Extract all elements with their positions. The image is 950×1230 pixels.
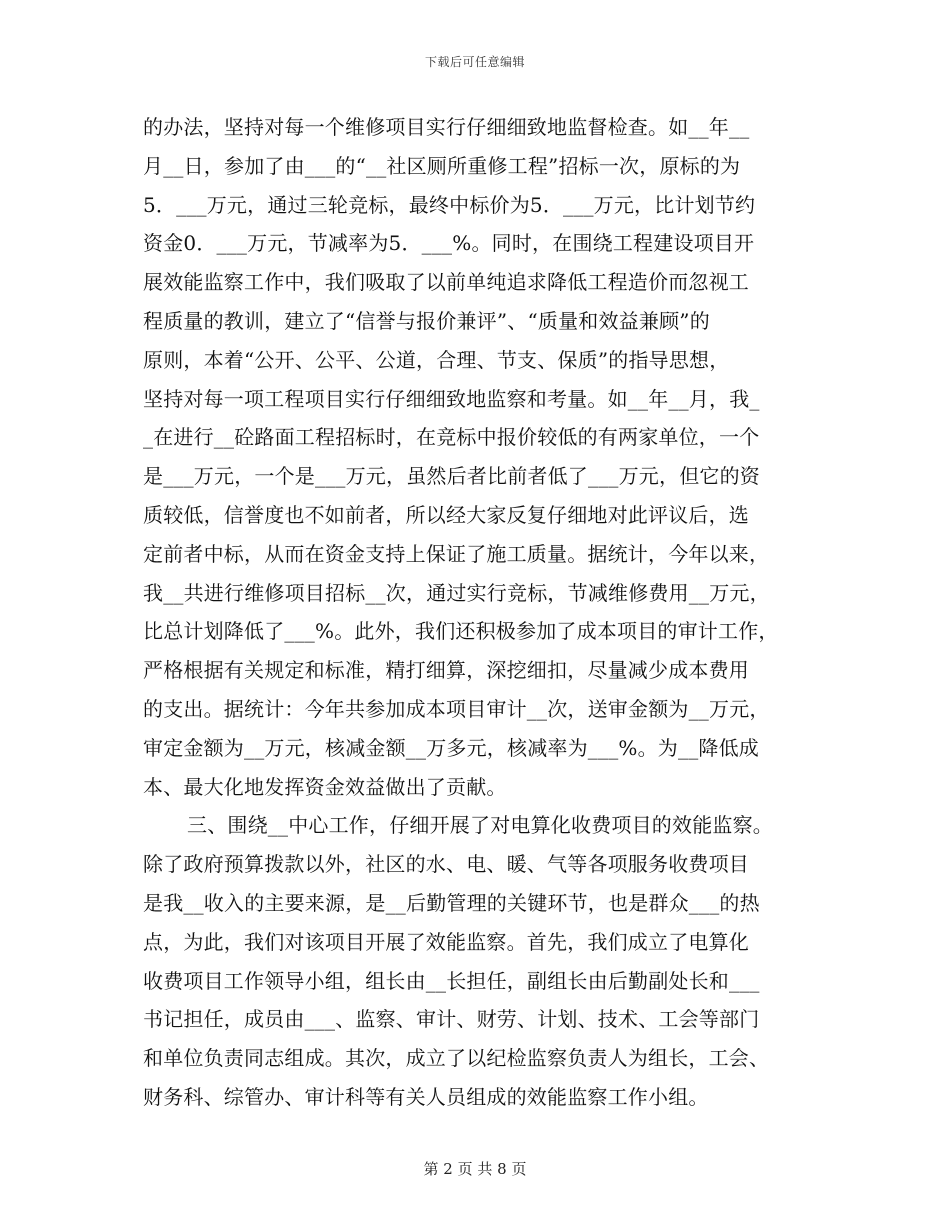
text-line: 定前者中标，从而在资金支持上保证了施工质量。据统计，今年以来， (143, 541, 770, 566)
text-line: 除了政府预算拨款以外，社区的水、电、暖、气等各项服务收费项目 (143, 852, 749, 877)
paragraph-1 (143, 108, 815, 806)
text-line: 审定金额为__万元，核减金额__万多元，核减率为___%。为__降低成 (143, 735, 760, 760)
text-line: _在进行__砼路面工程招标时，在竞标中报价较低的有两家单位，一个 (143, 425, 760, 450)
text-line: 和单位负责同志组成。其次，成立了以纪检监察负责人为组长，工会、 (143, 1046, 770, 1071)
text-line: 的支出。据统计：今年共参加成本项目审计__次，送审金额为__万元， (143, 696, 770, 721)
text-line: 点，为此，我们对该项目开展了效能监察。首先，我们成立了电算化 (143, 929, 749, 954)
text-line: 质较低，信誉度也不如前者，所以经大家反复仔细地对此评议后，选 (143, 502, 749, 527)
text-line: 是___万元，一个是___万元，虽然后者比前者低了___万元，但它的资 (143, 464, 760, 489)
text-line: 三、围绕__中心工作，仔细开展了对电算化收费项目的效能监察。 (187, 813, 773, 838)
text-line: 原则，本着“公开、公平、公道，合理、节支、保质”的指导思想， (143, 347, 730, 372)
text-line: 展效能监察工作中，我们吸取了以前单纯追求降低工程造价而忽视工 (143, 270, 749, 295)
text-line: 财务科、综管办、审计科等有关人员组成的效能监察工作小组。 (143, 1084, 709, 1109)
page-footer: 第 2 页 共 8 页 (423, 1160, 527, 1178)
text-line: 收费项目工作领导小组，组长由__长担任，副组长由后勤副处长和___ (143, 968, 760, 993)
text-line: 比总计划降低了___%。此外，我们还积极参加了成本项目的审计工作， (143, 619, 779, 644)
paragraph-2 (143, 806, 815, 1116)
text-line: 严格根据有关规定和标准，精打细算，深挖细扣，尽量减少成本费用 (143, 658, 749, 683)
text-line: 是我__收入的主要来源，是__后勤管理的关键环节，也是群众___的热 (143, 890, 760, 915)
text-line: 书记担任，成员由___、监察、审计、财劳、计划、技术、工会等部门 (143, 1007, 760, 1032)
text-line: 月__日，参加了由___的“__社区厕所重修工程”招标一次，原标的为 (143, 153, 741, 178)
text-line: 的办法，坚持对每一个维修项目实行仔细细致地监督检查。如__年__ (143, 115, 750, 139)
document-body (143, 108, 815, 1117)
page-header: 下载后可任意编辑 (424, 55, 525, 69)
text-line: 坚持对每一项工程项目实行仔细细致地监察和考量。如__年__月，我_ (143, 386, 760, 411)
text-line: 我__共进行维修项目招标__次，通过实行竞标，节减维修费用__万元， (143, 580, 770, 605)
text-line: 资金0．___万元，节减率为5．___%。同时，在围绕工程建设项目开 (143, 231, 755, 256)
text-line: 本、最大化地发挥资金效益做出了贡献。 (143, 774, 507, 799)
text-line: 程质量的教训，建立了“信誉与报价兼评”、“质量和效益兼顾”的 (143, 308, 710, 333)
text-line: 5．___万元，通过三轮竞标，最终中标价为5．___万元，比计划节约 (143, 192, 756, 217)
